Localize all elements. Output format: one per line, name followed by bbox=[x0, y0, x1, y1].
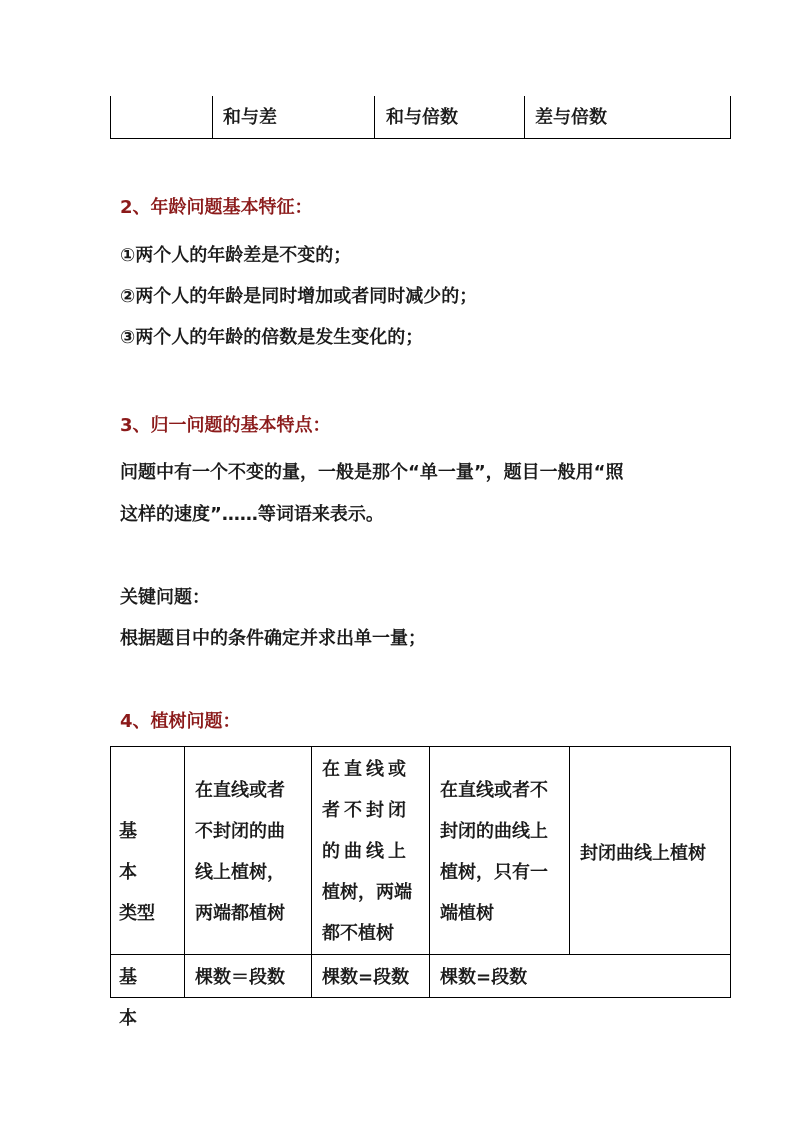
cell-line: 者不封闭 bbox=[322, 800, 410, 821]
section2-item-2: ②两个人的年龄是同时增加或者同时减少的； bbox=[120, 286, 478, 307]
table-divider bbox=[524, 96, 525, 138]
label-line: 类型 bbox=[119, 903, 155, 924]
row1-col2 bbox=[322, 749, 412, 954]
section3-heading: 3、归一问题的基本特点： bbox=[120, 415, 331, 436]
cell-line: 的曲线上 bbox=[322, 841, 410, 862]
label-char: 本 bbox=[119, 862, 137, 883]
label-char: 基 bbox=[119, 967, 137, 988]
cell-line: 在直线或者不 bbox=[440, 780, 548, 801]
key-question-text: 根据题目中的条件确定并求出单一量； bbox=[120, 628, 426, 649]
table-divider bbox=[184, 747, 185, 997]
table-divider bbox=[212, 96, 213, 138]
section2-item-3: ③两个人的年龄的倍数是发生变化的； bbox=[120, 327, 424, 348]
key-question-label: 关键问题： bbox=[120, 587, 210, 608]
row1-label bbox=[119, 811, 177, 934]
table-cell-sum-difference: 和与差 bbox=[223, 107, 277, 128]
cell-line: 植树，两端 bbox=[322, 882, 412, 903]
cell-line: 端植树 bbox=[440, 903, 494, 924]
table-divider bbox=[429, 747, 430, 997]
section4-heading: 4、植树问题： bbox=[120, 711, 241, 732]
table-divider bbox=[111, 954, 730, 955]
cell-line: 封闭的曲线上 bbox=[440, 821, 548, 842]
top-table bbox=[110, 96, 731, 139]
label-char: 本 bbox=[119, 1008, 137, 1029]
row2-label bbox=[119, 957, 177, 1039]
section2-heading: 2、年龄问题基本特征： bbox=[120, 197, 313, 218]
section3-paragraph-line-1: 问题中有一个不变的量，一般是那个“单一量”，题目一般用“照 bbox=[120, 462, 624, 483]
cell-line: 不封闭的曲 bbox=[195, 821, 285, 842]
row1-col4: 封闭曲线上植树 bbox=[580, 843, 706, 864]
cell-line: 在直线或者 bbox=[195, 780, 285, 801]
table-cell-sum-multiple: 和与倍数 bbox=[386, 107, 458, 128]
tree-planting-table bbox=[110, 746, 731, 1029]
row2-col3: 棵数=段数 bbox=[440, 967, 528, 988]
label-char: 基 bbox=[119, 821, 137, 842]
row1-col3 bbox=[440, 770, 548, 934]
section2-item-1: ①两个人的年龄差是不变的； bbox=[120, 245, 352, 266]
row2-col2: 棵数=段数 bbox=[322, 967, 410, 988]
section3-paragraph-line-2: 这样的速度”……等词语来表示。 bbox=[120, 504, 384, 525]
cell-line: 都不植树 bbox=[322, 923, 394, 944]
table-divider bbox=[374, 96, 375, 138]
cell-line: 两端都植树 bbox=[195, 903, 285, 924]
cell-line: 线上植树， bbox=[195, 862, 285, 883]
cell-line: 在直线或 bbox=[322, 759, 410, 780]
table-cell-difference-multiple: 差与倍数 bbox=[535, 107, 607, 128]
row2-col1: 棵数＝段数 bbox=[195, 967, 285, 988]
cell-line: 植树，只有一 bbox=[440, 862, 548, 883]
table-divider bbox=[569, 747, 570, 954]
row1-col1 bbox=[195, 770, 285, 934]
table-divider bbox=[311, 747, 312, 997]
